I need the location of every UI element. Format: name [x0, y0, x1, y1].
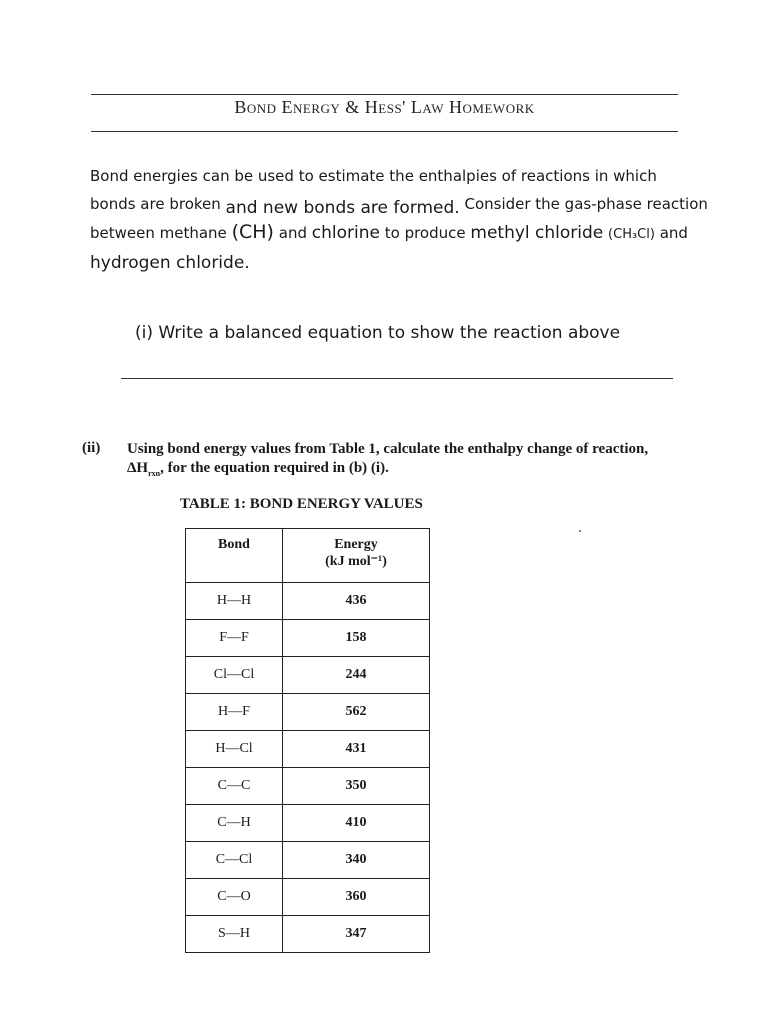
- table-row: [186, 879, 430, 916]
- intro-text: and: [659, 224, 688, 242]
- header-rule-bottom: [91, 131, 678, 132]
- delta-h-symbol: ΔH: [127, 460, 149, 476]
- table-title: TABLE 1: BOND ENERGY VALUES: [180, 496, 423, 512]
- table-row: [186, 842, 430, 879]
- intro-text: (CH): [231, 221, 274, 243]
- question-ii-text: [127, 440, 667, 479]
- intro-text: and: [278, 224, 307, 242]
- energy-cell: 347: [283, 916, 430, 953]
- bond-energy-table: [185, 528, 430, 953]
- intro-paragraph: [90, 162, 708, 277]
- bond-cell: F—F: [186, 620, 283, 657]
- question-ii-label: (ii): [82, 440, 101, 456]
- header-energy: Energy (kJ mol⁻¹): [283, 529, 430, 583]
- bond-cell: C—H: [186, 805, 283, 842]
- table-row: [186, 620, 430, 657]
- intro-text: between methane: [90, 224, 227, 242]
- header-bond: Bond: [186, 529, 283, 583]
- bond-cell: C—O: [186, 879, 283, 916]
- energy-cell: 410: [283, 805, 430, 842]
- intro-text: to produce: [384, 224, 466, 242]
- table-row: [186, 916, 430, 953]
- energy-cell: 158: [283, 620, 430, 657]
- intro-line-4: hydrogen chloride.: [90, 253, 250, 273]
- header-rule-top: [91, 94, 678, 95]
- intro-line-3: [90, 218, 688, 249]
- intro-text: and new bonds are formed.: [225, 198, 460, 218]
- bond-cell: S—H: [186, 916, 283, 953]
- energy-cell: 431: [283, 731, 430, 768]
- table-row: [186, 694, 430, 731]
- table-body: [186, 583, 430, 953]
- bond-cell: H—H: [186, 583, 283, 620]
- table-header-row: [186, 529, 430, 583]
- intro-line-2: [90, 190, 708, 218]
- energy-cell: 340: [283, 842, 430, 879]
- answer-line[interactable]: [121, 378, 673, 379]
- bond-cell: C—Cl: [186, 842, 283, 879]
- intro-text: methyl chloride: [470, 223, 604, 243]
- bond-cell: C—C: [186, 768, 283, 805]
- intro-text: bonds are broken: [90, 195, 221, 213]
- question-ii-line-1: Using bond energy values from Table 1, calculate the enthalpy change of reaction,: [127, 441, 649, 457]
- intro-text: Consider the gas-phase reaction: [464, 195, 708, 213]
- question-i-text: (i) Write a balanced equation to show the reaction above: [135, 323, 621, 343]
- intro-line-1: Bond energies can be used to estimate the enthalpies of reactions in which: [90, 167, 657, 185]
- bond-cell: H—Cl: [186, 731, 283, 768]
- delta-h-subscript: rxn: [148, 469, 161, 478]
- intro-text: chlorine: [311, 223, 380, 243]
- bond-cell: Cl—Cl: [186, 657, 283, 694]
- table-row: [186, 731, 430, 768]
- energy-cell: 350: [283, 768, 430, 805]
- question-ii-line-2: , for the equation required in (b) (i).: [160, 460, 389, 476]
- page-title: Bond Energy & Hess' Law Homework: [234, 97, 535, 117]
- intro-text: (CH₃Cl): [608, 227, 655, 242]
- energy-cell: 244: [283, 657, 430, 694]
- table-row: [186, 768, 430, 805]
- stray-dot: [579, 530, 581, 532]
- table-row: [186, 657, 430, 694]
- energy-cell: 562: [283, 694, 430, 731]
- energy-cell: 436: [283, 583, 430, 620]
- energy-cell: 360: [283, 879, 430, 916]
- bond-cell: H—F: [186, 694, 283, 731]
- table-row: [186, 805, 430, 842]
- table-row: [186, 583, 430, 620]
